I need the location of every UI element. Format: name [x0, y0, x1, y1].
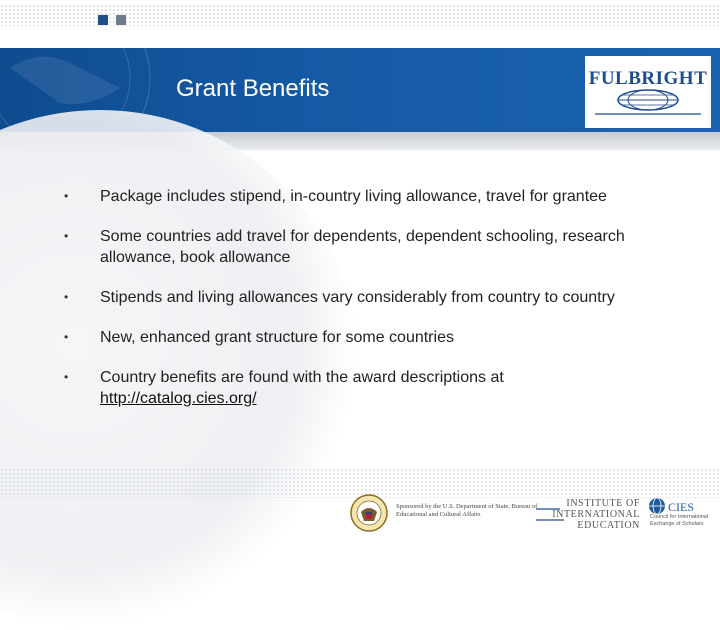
cies-label: CIES [668, 500, 695, 514]
cies-subtitle: Council for International Exchange of Scholars [650, 514, 709, 527]
bullet-text: Stipends and living allowances vary considerably from country to country [100, 289, 615, 306]
bullet-text: New, enhanced grant structure for some countries [100, 329, 454, 346]
list-item [64, 186, 644, 207]
footer-logos [350, 494, 720, 534]
state-department-seal-icon [350, 494, 388, 532]
list-item [64, 287, 644, 308]
decor-square [116, 15, 126, 25]
iie-logo-icon [534, 496, 642, 530]
decor-square [98, 15, 108, 25]
dot-pattern [0, 4, 720, 26]
page-title: Grant Benefits [176, 75, 330, 102]
bullet-icon: • [64, 370, 69, 384]
bullet-text [100, 367, 644, 409]
bullet-icon: • [64, 290, 69, 304]
catalog-link[interactable]: http://catalog.cies.org/ [100, 390, 257, 407]
list-item [64, 327, 644, 348]
fulbright-logo-icon [585, 56, 711, 128]
svg-text:INSTITUTE OF: INSTITUTE OF [566, 498, 640, 509]
list-item [64, 226, 644, 268]
bullet-list [64, 186, 644, 428]
bullet-icon: • [64, 229, 69, 243]
top-strip [0, 0, 720, 48]
svg-text:FULBRIGHT: FULBRIGHT [588, 68, 708, 89]
bullet-text: Some countries add travel for dependents, dependent schooling, research allowance, book allowance [100, 228, 625, 266]
sponsor-text: Sponsored by the U.S. Department of State, Bureau of Educational and Cultural Affairs [396, 503, 538, 518]
cies-globe-icon [648, 497, 666, 515]
bullet-text: Package includes stipend, in-country living allowance, travel for grantee [100, 188, 607, 205]
cies-logo [646, 496, 716, 532]
svg-text:EDUCATION: EDUCATION [577, 520, 640, 530]
fulbright-logo [585, 56, 711, 128]
list-item [64, 367, 644, 409]
bullet-icon: • [64, 189, 69, 203]
svg-text:INTERNATIONAL: INTERNATIONAL [552, 509, 640, 520]
bullet-text-lead: Country benefits are found with the award descriptions at [100, 369, 504, 386]
bullet-icon: • [64, 330, 69, 344]
